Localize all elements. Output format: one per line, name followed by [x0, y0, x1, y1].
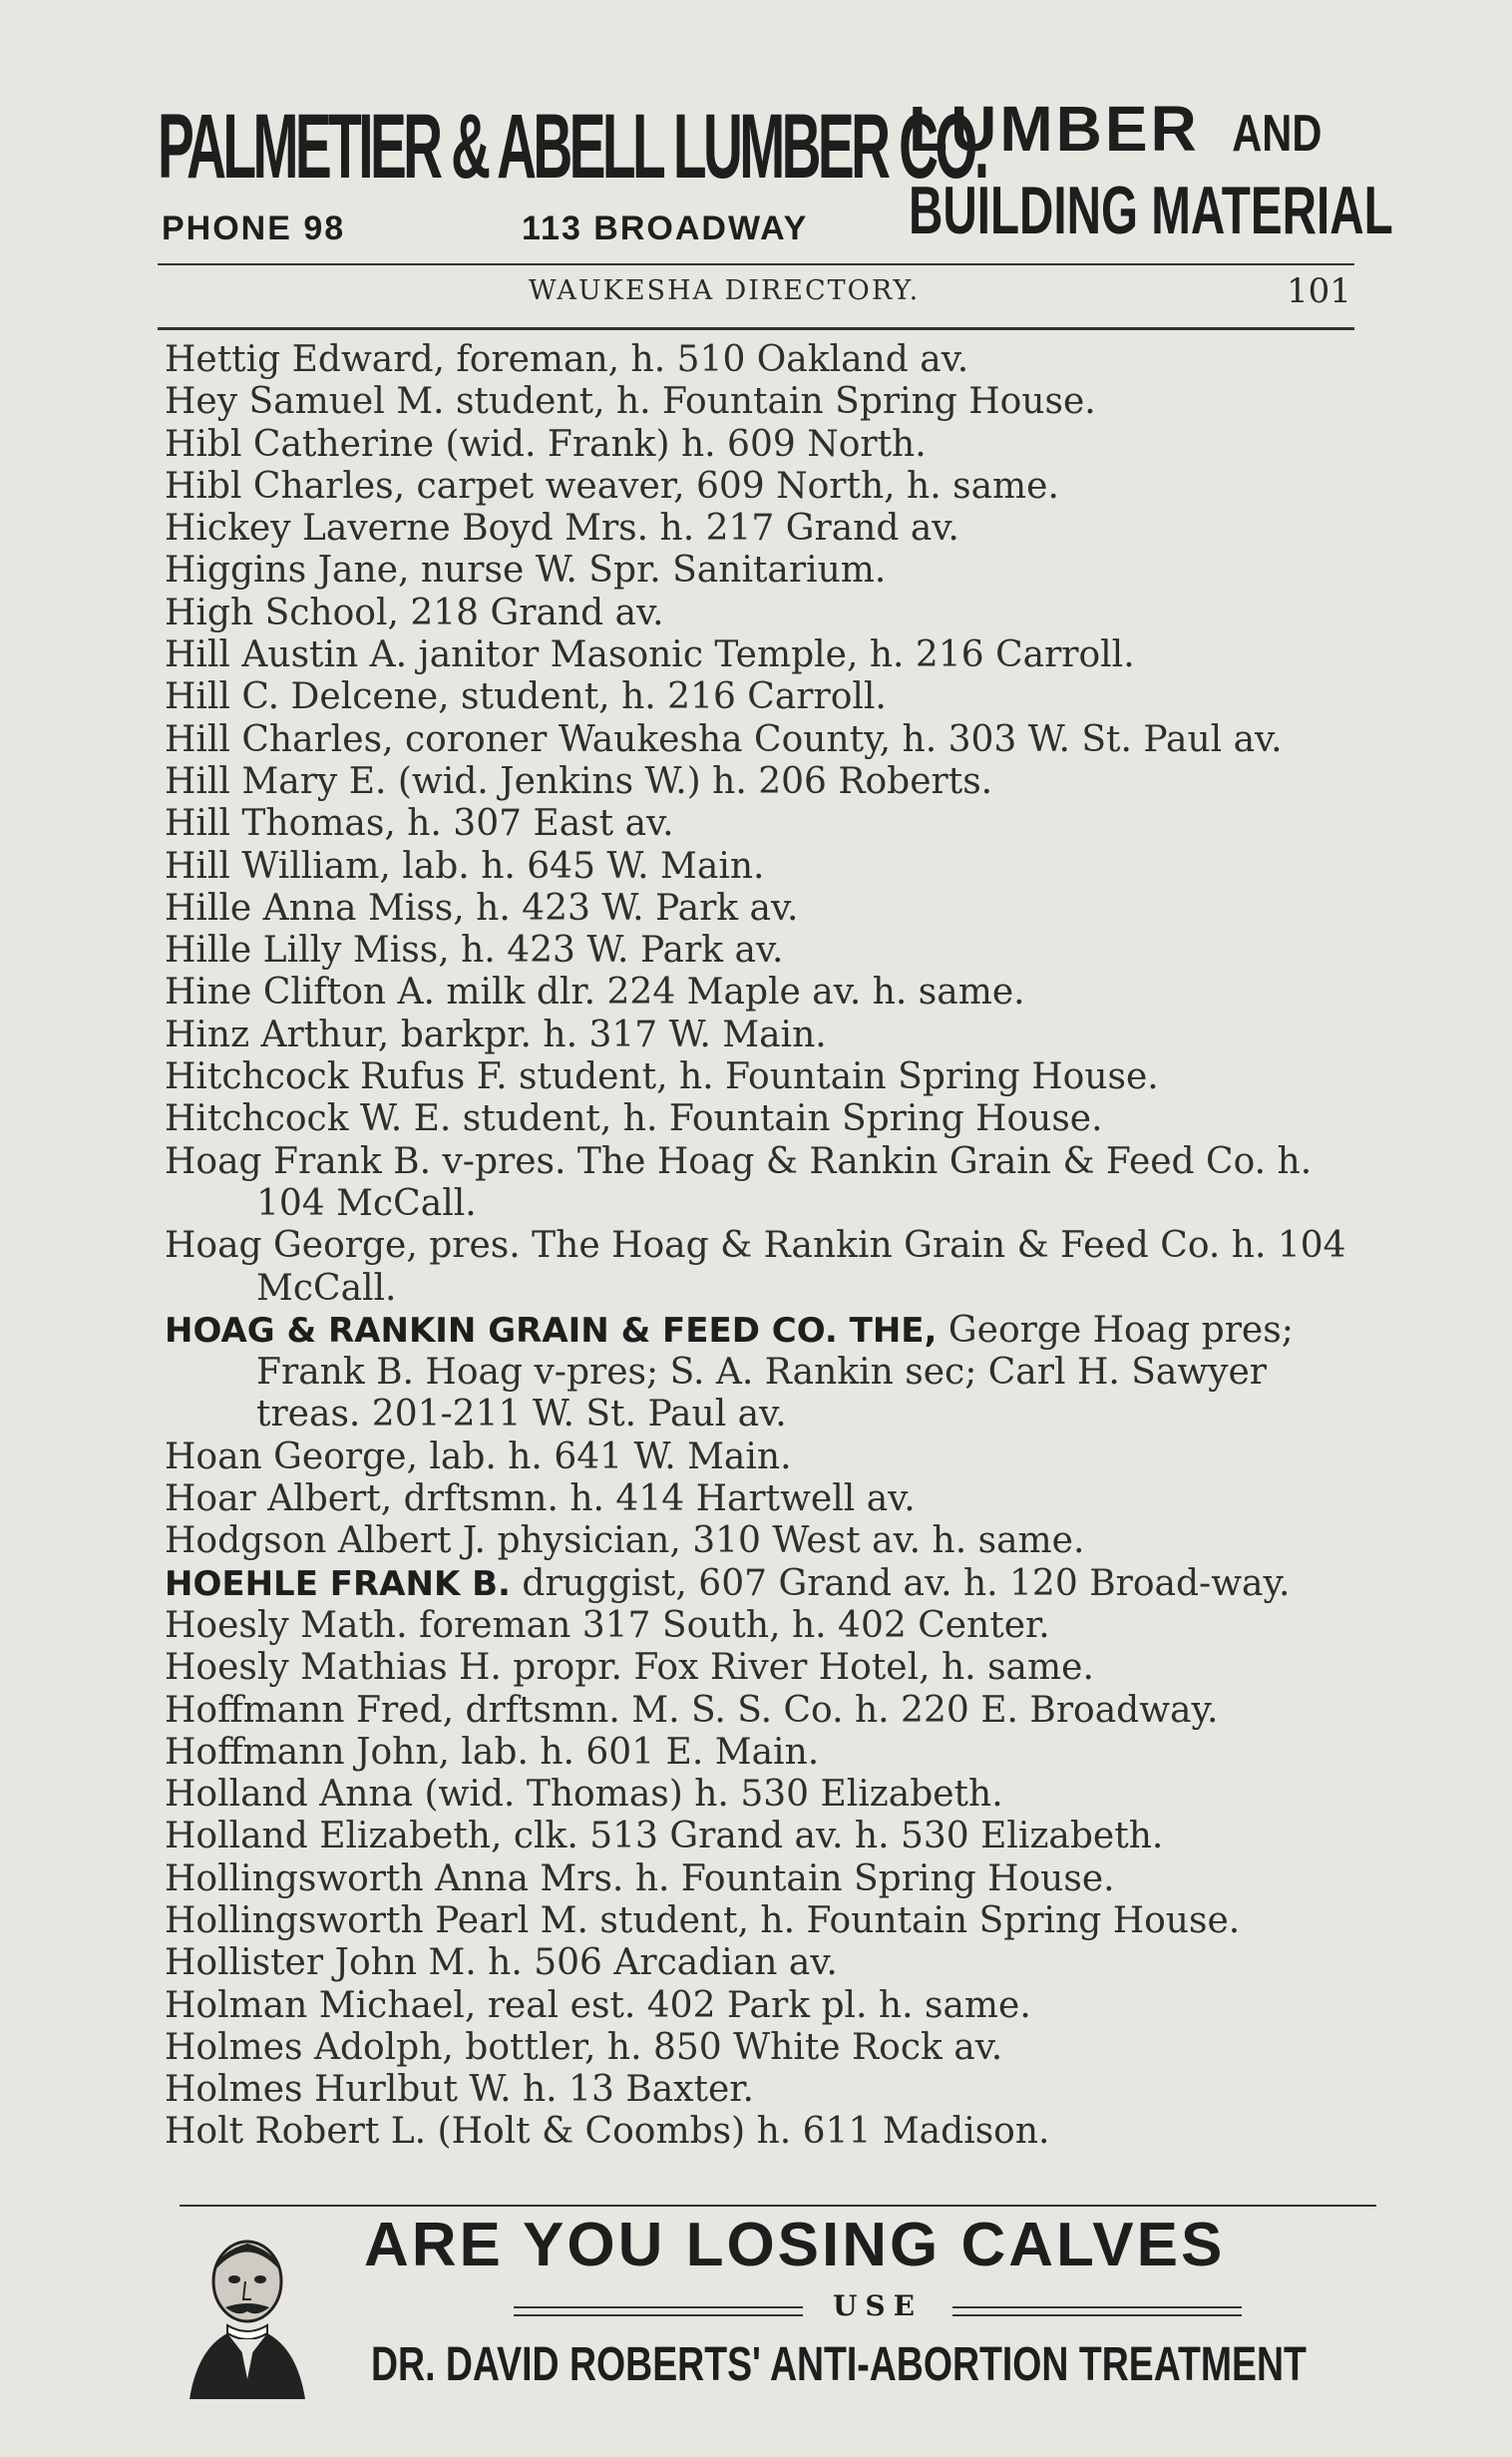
- directory-entry: [165, 930, 1376, 972]
- entry-text: Hine Clifton A. milk dlr. 224 Maple av. h. same.: [165, 972, 1025, 1014]
- directory-entry: [165, 1900, 1376, 1942]
- directory-entry: [165, 1690, 1376, 1732]
- ad-building-material: BUILDING MATERIAL: [909, 173, 1393, 248]
- directory-entry: [165, 1816, 1376, 1857]
- directory-entry: [165, 1436, 1376, 1478]
- directory-entry: [165, 1141, 1376, 1226]
- entry-text: Hoesly Math. foreman 317 South, h. 402 Center.: [165, 1604, 1050, 1646]
- directory-entry: [165, 1942, 1376, 1984]
- directory-entry: [165, 1605, 1376, 1647]
- directory-entry: [165, 1563, 1376, 1605]
- entry-text: Higgins Jane, nurse W. Spr. Sanitarium.: [165, 550, 887, 592]
- entry-text: Hoffmann John, lab. h. 601 E. Main.: [165, 1731, 820, 1773]
- directory-entry: [165, 508, 1376, 550]
- ad-use-line-right: [952, 2306, 1242, 2316]
- directory-entry: [165, 761, 1376, 803]
- entry-text: Hill Charles, coroner Waukesha County, h. 303 W. St. Paul av.: [165, 718, 1283, 760]
- directory-entry: [165, 1774, 1376, 1816]
- running-head-title: WAUKESHA DIRECTORY.: [529, 275, 921, 306]
- entry-text: Hoffmann Fred, drftsmn. M. S. S. Co. h. 220 E. Broadway.: [165, 1689, 1219, 1731]
- directory-entry: [165, 972, 1376, 1014]
- header-rule-top: [158, 263, 1354, 265]
- entry-text: Hille Anna Miss, h. 423 W. Park av.: [165, 887, 799, 929]
- ad-and-word: AND: [1231, 105, 1322, 163]
- entry-text: Hoan George, lab. h. 641 W. Main.: [165, 1435, 792, 1477]
- directory-entry: [165, 803, 1376, 845]
- directory-entry: [165, 1732, 1376, 1774]
- page-number: 101: [1287, 271, 1351, 311]
- directory-entry: [165, 1225, 1376, 1310]
- entry-text: Hollingsworth Pearl M. student, h. Fountain Spring House.: [165, 1899, 1241, 1941]
- entry-text: Hettig Edward, foreman, h. 510 Oakland av.: [165, 339, 969, 380]
- entry-text: druggist, 607 Grand av. h. 120 Broad-way.: [510, 1562, 1291, 1604]
- directory-entry: [165, 381, 1376, 423]
- directory-entry: [165, 719, 1376, 761]
- ad-address: 113 BROADWAY: [522, 209, 809, 247]
- ad-use-divider: [514, 2289, 1401, 2329]
- entry-text: Holland Anna (wid. Thomas) h. 530 Elizabeth.: [165, 1774, 1003, 1816]
- directory-entry: [165, 424, 1376, 466]
- directory-entry: [165, 1056, 1376, 1098]
- man-portrait-icon: [188, 2230, 307, 2399]
- directory-entry: [165, 1520, 1376, 1562]
- directory-entry: [165, 1478, 1376, 1520]
- directory-entry: [165, 634, 1376, 676]
- entry-text: Hollingsworth Anna Mrs. h. Fountain Spring House.: [165, 1857, 1115, 1899]
- entry-text: Hickey Laverne Boyd Mrs. h. 217 Grand av.: [165, 508, 959, 550]
- entry-text: Hill Austin A. janitor Masonic Temple, h. 216 Carroll.: [165, 634, 1135, 676]
- entry-text: Hoar Albert, drftsmn. h. 414 Hartwell av.: [165, 1478, 916, 1520]
- entry-text: Holt Robert L. (Holt & Coombs) h. 611 Madison.: [165, 2111, 1050, 2153]
- entry-text: High School, 218 Grand av.: [165, 592, 664, 633]
- directory-entry: [165, 466, 1376, 508]
- entry-text: Hitchcock Rufus F. student, h. Fountain Spring House.: [165, 1056, 1159, 1098]
- ad-company-name: PALMETIER & ABELL LUMBER CO.: [158, 96, 986, 198]
- ad-lumber-line: [909, 92, 1332, 166]
- entry-text: Hibl Catherine (wid. Frank) h. 609 North.: [165, 423, 927, 465]
- entry-text: Hill Thomas, h. 307 East av.: [165, 803, 674, 845]
- entry-text: Hoag Frank B. v-pres. The Hoag & Rankin Grain & Feed Co. h. 104 McCall.: [165, 1140, 1313, 1224]
- entry-text: Hodgson Albert J. physician, 310 West av. h. same.: [165, 1520, 1085, 1562]
- directory-entry: [165, 339, 1376, 381]
- entry-text: Hill Mary E. (wid. Jenkins W.) h. 206 Roberts.: [165, 760, 993, 802]
- directory-entry: [165, 550, 1376, 592]
- directory-entry: [165, 888, 1376, 930]
- entry-text: Hollister John M. h. 506 Arcadian av.: [165, 1942, 838, 1984]
- directory-entry: [165, 2069, 1376, 2111]
- footer-advertisement: [180, 2210, 1376, 2429]
- entry-text: Hoag George, pres. The Hoag & Rankin Grain & Feed Co. h. 104 McCall.: [165, 1225, 1346, 1309]
- entry-text: Hey Samuel M. student, h. Fountain Spring House.: [165, 381, 1096, 423]
- directory-entry: [165, 593, 1376, 634]
- entry-bold-name: HOEHLE FRANK B.: [165, 1563, 511, 1604]
- directory-entry: [165, 1647, 1376, 1689]
- entry-text: Holmes Hurlbut W. h. 13 Baxter.: [165, 2069, 754, 2111]
- entry-text: Hitchcock W. E. student, h. Fountain Spring House.: [165, 1098, 1103, 1140]
- ad-phone: PHONE 98: [162, 209, 346, 247]
- entry-text: Hoesly Mathias H. propr. Fox River Hotel, h. same.: [165, 1647, 1094, 1689]
- ad-use-line-left: [514, 2306, 803, 2316]
- entry-text: Hibl Charles, carpet weaver, 609 North, h. same.: [165, 465, 1059, 507]
- directory-entry: [165, 1858, 1376, 1900]
- directory-entry: [165, 1098, 1376, 1140]
- directory-entry: [165, 846, 1376, 888]
- entry-text: George Hoag pres; Frank B. Hoag v-pres; S. A. Rankin sec; Carl H. Sawyer treas. 201-211 W. St. Paul av.: [256, 1309, 1294, 1435]
- entry-text: Hille Lilly Miss, h. 423 W. Park av.: [165, 930, 784, 972]
- directory-entry: [165, 1985, 1376, 2027]
- footer-rule: [180, 2205, 1376, 2207]
- directory-entry: [165, 1310, 1376, 1436]
- entry-text: Holman Michael, real est. 402 Park pl. h. same.: [165, 1984, 1031, 2026]
- directory-entries: [165, 339, 1376, 2154]
- entry-text: Hill C. Delcene, student, h. 216 Carroll.: [165, 676, 887, 718]
- ad-lumber-word: LUMBER: [909, 93, 1200, 165]
- entry-text: Holland Elizabeth, clk. 513 Grand av. h. 530 Elizabeth.: [165, 1816, 1164, 1857]
- entry-text: Holmes Adolph, bottler, h. 850 White Rock av.: [165, 2026, 1003, 2068]
- ad-headline: ARE YOU LOSING CALVES: [364, 2211, 1226, 2279]
- header-rule-bottom: [158, 327, 1354, 330]
- directory-entry: [165, 2027, 1376, 2069]
- entry-text: Hinz Arthur, barkpr. h. 317 W. Main.: [165, 1014, 827, 1055]
- header-advertisement: [158, 92, 1393, 251]
- entry-text: Hill William, lab. h. 645 W. Main.: [165, 845, 765, 887]
- directory-entry: [165, 676, 1376, 718]
- directory-entry: [165, 2111, 1376, 2153]
- entry-bold-name: HOAG & RANKIN GRAIN & FEED CO. THE,: [165, 1310, 938, 1351]
- ad-use-word: USE: [833, 2289, 923, 2322]
- directory-entry: [165, 1015, 1376, 1056]
- ad-product-name: DR. DAVID ROBERTS' ANTI-ABORTION TREATMENT: [371, 2338, 1307, 2391]
